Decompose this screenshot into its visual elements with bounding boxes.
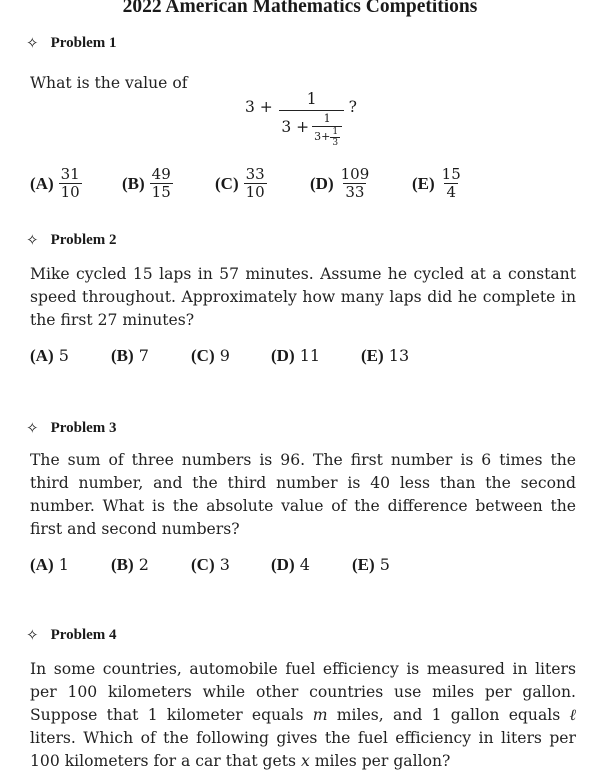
choice-label: (C): [191, 555, 215, 574]
problem-2-choice-c[interactable]: [191, 346, 230, 366]
choice-label: (B): [122, 173, 145, 193]
math-var-x: x: [301, 752, 310, 770]
problem-4-title: Problem 4: [50, 627, 117, 643]
problem-2-choice-d[interactable]: [271, 346, 320, 366]
expr-innermost-num: 1: [332, 126, 339, 137]
expr-outer-num: 1: [306, 90, 317, 108]
star-outline-icon: ✧: [26, 36, 39, 52]
problem-3-text: The sum of three numbers is 96. The first number is 6 times the third number, and the third number is 40 less than the second number. What is the absolute value of the difference between the first and second numbers?: [30, 451, 576, 538]
problem-3-choice-d[interactable]: [271, 555, 310, 575]
choice-label: (C): [215, 173, 239, 193]
problem-3-choice-c[interactable]: [191, 555, 230, 575]
text-segment: In some countries, automobile fuel efficiency is measured in liters per 100 kilometers while other countries use miles per gallon. Suppose that 1 kilometer equals: [30, 660, 576, 724]
problem-2-title: Problem 2: [50, 232, 117, 248]
choice-label: (D): [271, 555, 295, 574]
choice-den: 4: [446, 183, 456, 202]
choice-num: 31: [60, 165, 80, 183]
text-segment: miles per gallon?: [309, 752, 451, 770]
problem-1-text: What is the value of: [30, 74, 188, 92]
choice-den: 10: [60, 183, 80, 202]
problem-3-heading: [26, 419, 117, 438]
problem-3-choice-b[interactable]: [111, 555, 149, 575]
text-segment: miles, and 1 gallon equals: [327, 706, 570, 724]
choice-label: (B): [111, 555, 134, 574]
page-title: 2022 American Mathematics Competitions: [122, 0, 478, 17]
star-outline-icon: ✧: [26, 628, 39, 644]
text-segment: liters. Which of the following gives the fuel efficiency in liters per 100 kilometers for a car that gets: [30, 729, 576, 770]
choice-label: (C): [191, 346, 215, 365]
expr-lead: 3 +: [245, 98, 273, 117]
choice-value: 2: [138, 555, 149, 574]
expr-inner-fraction: [312, 113, 342, 148]
problem-4-heading: [26, 626, 117, 645]
problem-4-text: [30, 658, 576, 773]
problem-3-title: Problem 3: [50, 420, 117, 436]
choice-label: (E): [361, 346, 384, 365]
problem-2-text: Mike cycled 15 laps in 57 minutes. Assume he cycled at a constant speed throughout. Approximately how many laps did he complete in the first 27 minutes?: [30, 265, 576, 329]
choice-value: 13: [388, 346, 410, 365]
choice-label: (E): [412, 173, 435, 193]
choice-num: 15: [441, 165, 461, 183]
math-var-m: m: [312, 706, 328, 724]
choice-value: 4: [299, 555, 310, 574]
problem-2-choice-b[interactable]: [111, 346, 149, 366]
problem-1-expression: [245, 88, 357, 148]
choice-value: 5: [379, 555, 390, 574]
math-var-ell: ℓ: [569, 706, 576, 724]
expr-outer-fraction: [277, 88, 347, 148]
choice-value: 3: [219, 555, 230, 574]
choice-value: 11: [299, 346, 321, 365]
expr-tail: ?: [348, 98, 357, 117]
choice-num: 109: [340, 165, 370, 183]
problem-1-choice-a[interactable]: [30, 166, 82, 202]
star-outline-icon: ✧: [26, 233, 39, 249]
problem-1-choice-d[interactable]: [310, 166, 371, 202]
problem-1-title: Problem 1: [50, 35, 117, 51]
expr-innermost-den: 3: [332, 137, 339, 148]
star-outline-icon: ✧: [26, 421, 39, 437]
choice-label: (E): [352, 555, 375, 574]
expr-outer-den: [279, 110, 344, 148]
choice-value: 1: [58, 555, 69, 574]
expr-innermost-fraction: [330, 127, 340, 149]
problem-3-choice-a[interactable]: [30, 555, 69, 575]
choice-den: 10: [245, 183, 265, 202]
choice-den: 15: [151, 183, 171, 202]
problem-1-choice-e[interactable]: [412, 166, 463, 202]
choice-num: 49: [151, 165, 171, 183]
choice-label: (A): [30, 346, 54, 365]
choice-label: (A): [30, 173, 54, 193]
problem-1-heading: [26, 34, 117, 53]
expr-inner-den: [312, 126, 342, 149]
problem-3-choice-e[interactable]: [352, 555, 390, 575]
choice-value: 7: [138, 346, 149, 365]
choice-value: 9: [219, 346, 230, 365]
problem-2-heading: [26, 231, 117, 250]
expr-innermost-lead: 3+: [314, 130, 331, 144]
expr-inner-lead: 3 +: [281, 117, 310, 136]
choice-label: (D): [310, 173, 334, 193]
choice-label: (D): [271, 346, 295, 365]
choice-num: 33: [245, 165, 265, 183]
choice-value: 5: [58, 346, 69, 365]
choice-label: (B): [111, 346, 134, 365]
problem-1-choice-b[interactable]: [122, 166, 173, 202]
problem-2-choice-e[interactable]: [361, 346, 409, 366]
choice-den: 33: [345, 183, 365, 202]
problem-2-choice-a[interactable]: [30, 346, 69, 366]
expr-inner-num: 1: [323, 112, 331, 125]
choice-label: (A): [30, 555, 54, 574]
problem-1-choice-c[interactable]: [215, 166, 267, 202]
